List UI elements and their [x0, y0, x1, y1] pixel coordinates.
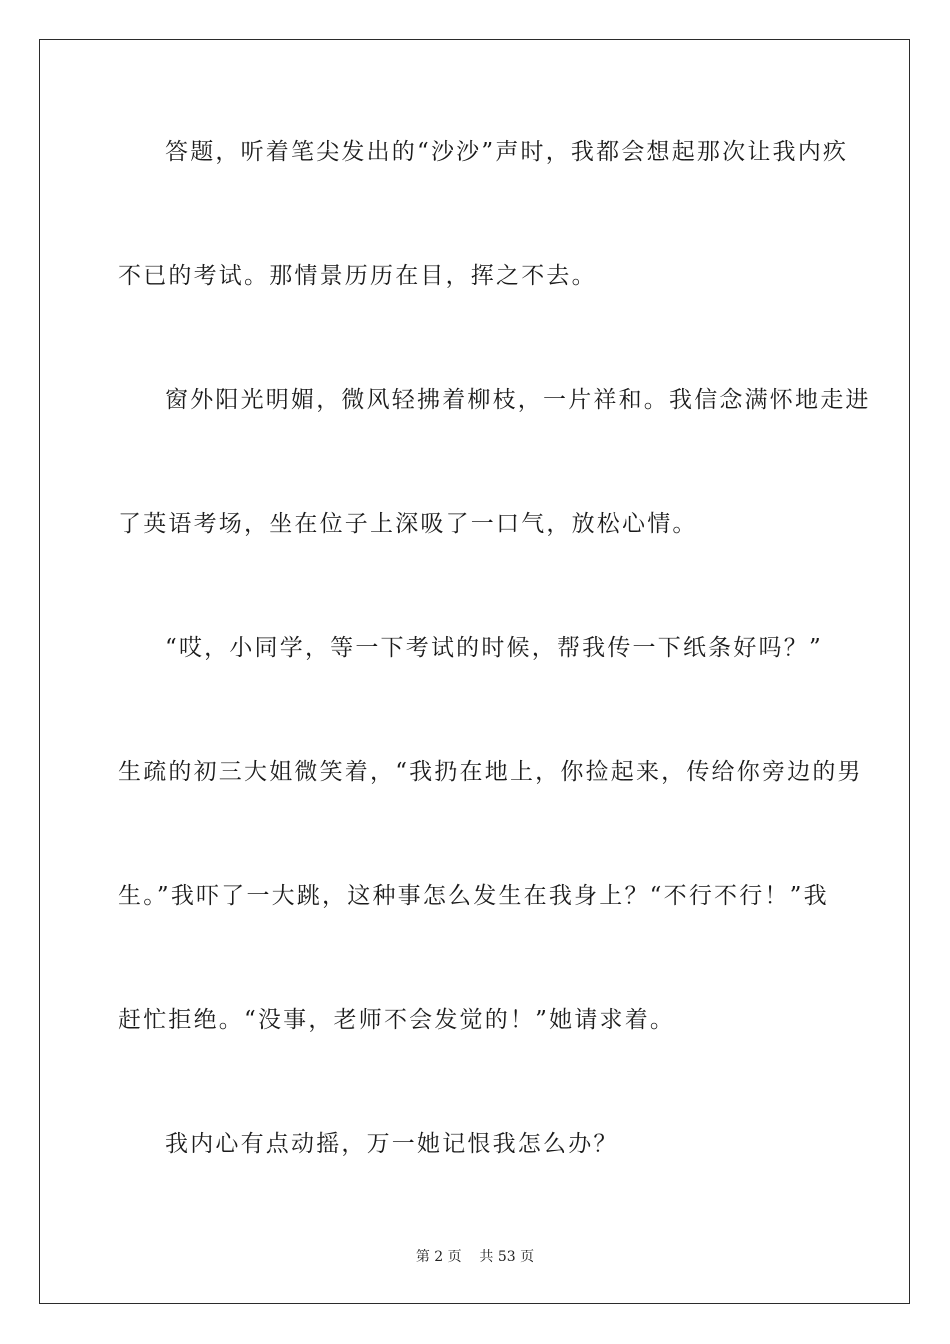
- paragraph-line-3: 窗外阳光明媚，微风轻拂着柳枝，一片祥和。我信念满怀地走进: [165, 387, 871, 413]
- page-border: [39, 39, 910, 1304]
- page-number-footer: 第 2 页 共 53 页: [415, 1249, 535, 1265]
- paragraph-line-6: 生疏的初三大姐微笑着，“我扔在地上，你捡起来，传给你旁边的男: [118, 759, 863, 785]
- paragraph-line-7: 生。”我吓了一大跳，这种事怎么发生在我身上？“不行不行！”我: [118, 883, 829, 909]
- paragraph-line-1: 答题，听着笔尖发出的“沙沙”声时，我都会想起那次让我内疚: [165, 139, 849, 165]
- paragraph-line-2: 不已的考试。那情景历历在目，挥之不去。: [118, 263, 597, 289]
- paragraph-line-9: 我内心有点动摇，万一她记恨我怎么办？: [165, 1131, 619, 1157]
- paragraph-line-5: “哎，小同学，等一下考试的时候，帮我传一下纸条好吗？”: [165, 635, 823, 661]
- paragraph-line-8: 赶忙拒绝。“没事，老师不会发觉的！”她请求着。: [118, 1007, 676, 1033]
- paragraph-line-4: 了英语考场，坐在位子上深吸了一口气，放松心情。: [118, 511, 698, 537]
